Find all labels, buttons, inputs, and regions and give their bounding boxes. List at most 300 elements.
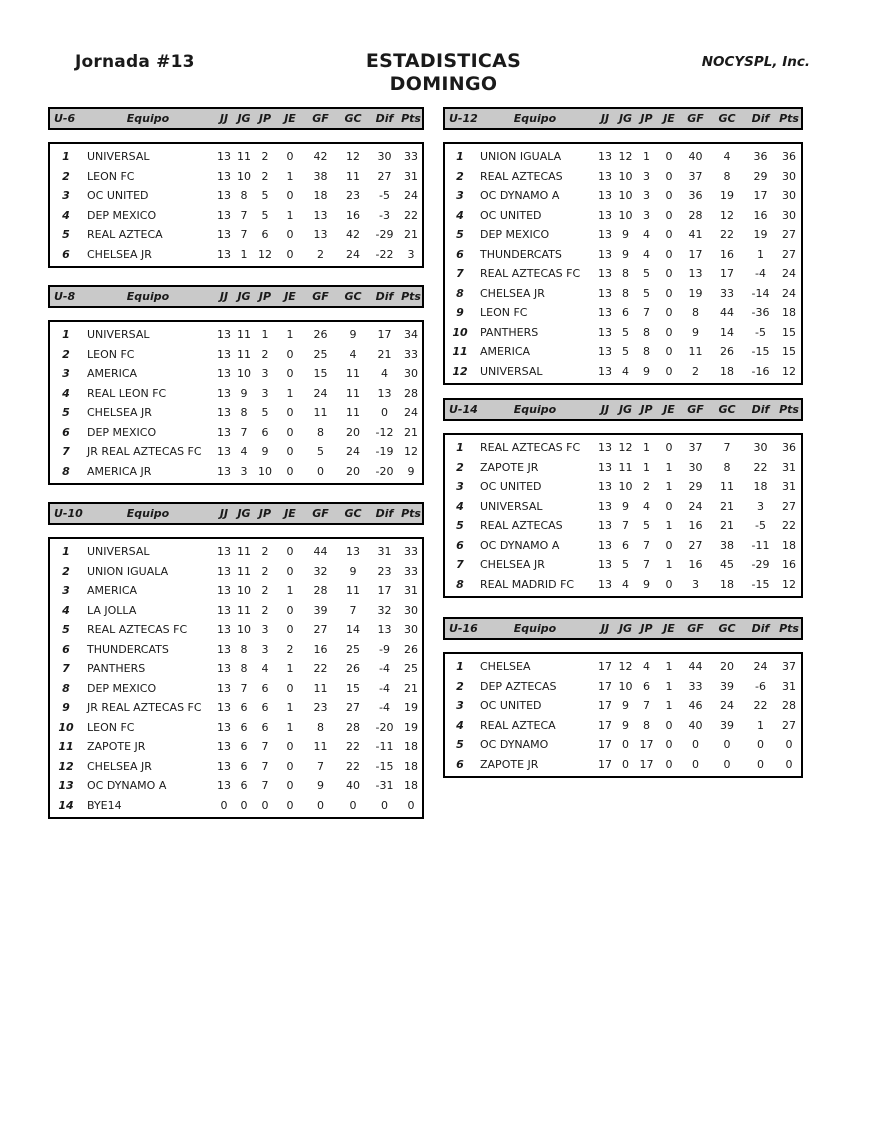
- table-row: [445, 677, 801, 697]
- stat-value: 3: [407, 247, 415, 261]
- stat-value: 13: [598, 286, 612, 300]
- stat-value: -15: [751, 345, 770, 358]
- stat-value: 7: [240, 681, 248, 695]
- stat-value: 12: [720, 208, 734, 222]
- stat-value: 11: [618, 460, 633, 474]
- stat-value: 0: [349, 798, 357, 812]
- stat-value: 1: [286, 662, 294, 675]
- stat-value: 15: [313, 367, 328, 380]
- stat-header-jj: JJ: [219, 290, 229, 303]
- stat-value: 17: [377, 328, 392, 341]
- stat-value: 0: [622, 757, 629, 771]
- team-name: CHELSEA JR: [87, 406, 152, 419]
- stat-value: 13: [217, 406, 231, 419]
- row-rank: 11: [452, 345, 468, 358]
- stat-value: 11: [237, 564, 251, 578]
- row-rank: 12: [452, 364, 468, 378]
- stat-value: 7: [261, 740, 269, 753]
- stat-value: 0: [286, 228, 294, 241]
- stat-value: 11: [346, 406, 360, 419]
- table-row: [445, 362, 801, 382]
- stat-value: 17: [639, 738, 654, 751]
- stat-value: 13: [313, 208, 328, 222]
- stat-value: -36: [751, 306, 770, 319]
- stat-value: 25: [346, 642, 360, 656]
- stat-value: 7: [240, 425, 248, 439]
- stat-value: 21: [377, 347, 392, 361]
- stat-value: 3: [261, 367, 269, 380]
- stat-value: 26: [346, 662, 360, 675]
- stat-value: 40: [346, 779, 360, 792]
- stat-value: 17: [598, 718, 612, 732]
- table-body: [443, 142, 803, 385]
- stat-value: 36: [753, 150, 768, 163]
- stat-header-gc: GC: [344, 112, 362, 125]
- stat-value: 6: [240, 701, 248, 714]
- stat-header-jp: JP: [640, 403, 653, 416]
- stat-value: 0: [665, 499, 673, 513]
- stat-value: 12: [618, 150, 633, 163]
- company-label: NOCYSPL, Inc.: [701, 54, 810, 70]
- team-name: UNIVERSAL: [87, 545, 150, 558]
- stat-value: -4: [379, 662, 390, 675]
- stat-value: -4: [379, 701, 390, 714]
- table-row: [445, 264, 801, 284]
- stat-value: 7: [643, 306, 650, 319]
- row-rank: 2: [62, 564, 70, 578]
- stat-value: 0: [381, 798, 388, 812]
- stat-value: 12: [404, 445, 418, 458]
- stat-value: 32: [377, 603, 392, 617]
- stat-value: 0: [723, 738, 731, 751]
- stat-value: 22: [346, 740, 360, 753]
- stat-value: 5: [622, 558, 629, 571]
- stat-value: 1: [643, 460, 650, 474]
- team-name: LA JOLLA: [87, 603, 137, 617]
- table-row: [50, 423, 422, 443]
- row-rank: 3: [62, 189, 70, 202]
- stat-value: 15: [346, 681, 360, 695]
- stat-value: 41: [688, 228, 703, 241]
- stat-value: 6: [261, 720, 269, 734]
- team-name: LEON FC: [480, 306, 528, 319]
- equipo-header: Equipo: [126, 507, 170, 520]
- table-row: [445, 225, 801, 245]
- stat-value: 39: [720, 718, 734, 732]
- team-name: UNION IGUALA: [87, 564, 169, 578]
- stat-value: 13: [598, 189, 612, 202]
- stat-value: 1: [665, 480, 673, 493]
- stat-value: 3: [261, 386, 269, 400]
- stat-value: 24: [753, 660, 768, 673]
- stat-header-pts: Pts: [779, 622, 799, 635]
- stat-value: 16: [688, 558, 703, 571]
- stat-value: 11: [237, 347, 251, 361]
- stat-value: 5: [622, 325, 629, 339]
- stat-value: 13: [598, 441, 612, 454]
- stat-value: 1: [665, 660, 673, 673]
- stat-header-pts: Pts: [779, 403, 799, 416]
- group-label: U-10: [54, 507, 83, 520]
- table-body: [48, 320, 424, 485]
- stat-value: 24: [688, 499, 703, 513]
- row-rank: 8: [62, 681, 70, 695]
- stat-value: 22: [313, 662, 328, 675]
- left-column: [48, 107, 424, 819]
- stat-value: 24: [404, 406, 418, 419]
- stat-value: 13: [598, 460, 612, 474]
- team-name: AMERICA: [87, 584, 138, 597]
- stat-value: 10: [618, 208, 633, 222]
- team-name: DEP MEXICO: [87, 681, 157, 695]
- stat-value: 13: [217, 169, 231, 183]
- stat-value: 8: [240, 662, 248, 675]
- row-rank: 8: [456, 577, 464, 591]
- stat-value: 16: [720, 247, 734, 261]
- stat-value: 0: [665, 267, 673, 280]
- table-body: [48, 142, 424, 268]
- row-rank: 7: [62, 445, 70, 458]
- stat-value: 39: [313, 603, 328, 617]
- team-name: DEP MEXICO: [480, 228, 550, 241]
- stat-value: 8: [643, 345, 650, 358]
- stat-value: 0: [286, 545, 294, 558]
- team-name: UNIVERSAL: [87, 328, 150, 341]
- stat-value: 5: [622, 345, 629, 358]
- stat-header-je: JE: [663, 112, 675, 125]
- row-rank: 7: [62, 662, 70, 675]
- stat-value: 1: [665, 460, 673, 474]
- stat-value: 37: [688, 441, 703, 454]
- stat-value: 13: [313, 228, 328, 241]
- table-row: [445, 657, 801, 677]
- stat-header-jp: JP: [258, 507, 272, 520]
- stat-value: 9: [643, 364, 650, 378]
- stat-value: 2: [692, 364, 699, 378]
- row-rank: 5: [62, 623, 70, 636]
- row-rank: 4: [62, 603, 70, 617]
- stat-value: 0: [220, 798, 228, 812]
- stat-value: 0: [317, 798, 324, 812]
- stat-value: 11: [720, 480, 734, 493]
- row-rank: 13: [58, 779, 74, 792]
- stat-value: 0: [665, 577, 673, 591]
- stat-value: 45: [720, 558, 734, 571]
- stat-value: 13: [217, 642, 231, 656]
- group-label: U-6: [54, 112, 76, 125]
- stat-value: 4: [643, 660, 650, 673]
- stat-header-je: JE: [663, 403, 675, 416]
- table-row: [50, 718, 422, 738]
- stat-value: 0: [286, 189, 294, 202]
- stat-value: 27: [782, 247, 796, 261]
- table-row: [445, 555, 801, 575]
- stat-value: 12: [618, 441, 633, 454]
- stat-value: 9: [317, 779, 324, 792]
- stat-value: 27: [313, 623, 328, 636]
- stat-value: 39: [720, 679, 734, 693]
- table-row: [50, 659, 422, 679]
- table-row: [50, 462, 422, 482]
- stat-value: 13: [217, 701, 231, 714]
- team-name: REAL AZTECAS FC: [480, 267, 581, 280]
- stat-value: 4: [622, 364, 629, 378]
- stat-value: 4: [240, 445, 248, 458]
- stat-value: 12: [618, 660, 633, 673]
- stat-value: 5: [261, 189, 269, 202]
- stat-value: -19: [375, 445, 394, 458]
- stat-value: 13: [377, 623, 392, 636]
- stat-value: 46: [688, 699, 703, 712]
- table-row: [445, 167, 801, 187]
- stat-value: 13: [217, 564, 231, 578]
- stat-value: 3: [643, 208, 650, 222]
- stat-header-gc: GC: [344, 290, 362, 303]
- stat-value: 1: [240, 247, 248, 261]
- stat-value: 17: [598, 738, 612, 751]
- stat-value: 1: [665, 519, 673, 532]
- stat-value: 8: [240, 189, 248, 202]
- table-row: [445, 323, 801, 343]
- team-name: LEON FC: [87, 347, 135, 361]
- right-column: [443, 107, 803, 778]
- team-name: CHELSEA: [480, 660, 531, 673]
- stat-value: -12: [375, 425, 394, 439]
- stat-value: -4: [379, 681, 390, 695]
- stat-value: 9: [622, 499, 629, 513]
- stat-value: 10: [618, 480, 633, 493]
- stat-value: 6: [240, 740, 248, 753]
- row-rank: 2: [456, 460, 464, 474]
- stat-value: 0: [286, 603, 294, 617]
- equipo-header: Equipo: [513, 622, 557, 635]
- stat-value: 7: [643, 538, 650, 552]
- stat-value: 0: [665, 757, 673, 771]
- stat-value: 13: [598, 499, 612, 513]
- stat-value: 25: [404, 662, 418, 675]
- row-rank: 8: [456, 286, 464, 300]
- row-rank: 1: [456, 441, 464, 454]
- stat-value: 27: [377, 169, 392, 183]
- stat-value: -11: [751, 538, 770, 552]
- table-row: [445, 497, 801, 517]
- table-row: [445, 186, 801, 206]
- table-row: [50, 679, 422, 699]
- stat-value: -6: [755, 679, 766, 693]
- stat-value: 14: [720, 325, 734, 339]
- stat-value: 8: [622, 267, 629, 280]
- stat-value: 0: [692, 757, 699, 771]
- team-name: AMERICA: [87, 367, 138, 380]
- stat-value: 21: [404, 681, 418, 695]
- table-row: [445, 147, 801, 167]
- stat-header-jg: JG: [237, 507, 251, 520]
- stat-value: 0: [757, 757, 764, 771]
- stat-value: 0: [665, 169, 673, 183]
- team-name: AMERICA JR: [87, 464, 152, 478]
- stat-value: 13: [217, 347, 231, 361]
- stat-value: 7: [723, 441, 731, 454]
- league-table-u16: [443, 617, 803, 778]
- stat-value: 21: [404, 425, 418, 439]
- table-row: [50, 640, 422, 660]
- stat-value: 30: [404, 367, 418, 380]
- stat-value: 3: [261, 642, 269, 656]
- stat-header-jp: JP: [640, 622, 653, 635]
- table-row: [50, 562, 422, 582]
- stat-value: 24: [782, 267, 796, 280]
- table-header-bar: [48, 107, 424, 130]
- stat-value: 17: [688, 247, 703, 261]
- row-rank: 4: [456, 208, 464, 222]
- table-body: [443, 433, 803, 598]
- stat-value: 13: [217, 662, 231, 675]
- stat-value: 8: [643, 718, 650, 732]
- stat-value: 31: [377, 545, 392, 558]
- stat-value: 1: [286, 584, 294, 597]
- stat-value: 3: [240, 464, 248, 478]
- stat-header-jj: JJ: [600, 622, 610, 635]
- stat-value: 2: [317, 247, 324, 261]
- stat-value: 40: [688, 718, 703, 732]
- stat-header-gf: GF: [687, 622, 704, 635]
- table-row: [445, 735, 801, 755]
- stat-value: 7: [261, 759, 269, 773]
- table-row: [50, 698, 422, 718]
- stat-value: 33: [404, 347, 418, 361]
- stat-value: 16: [313, 642, 328, 656]
- stat-value: 18: [404, 740, 418, 753]
- stat-value: 0: [665, 247, 673, 261]
- stat-value: 33: [404, 150, 418, 163]
- stat-value: 11: [237, 545, 251, 558]
- table-row: [50, 737, 422, 757]
- stat-value: 7: [349, 603, 357, 617]
- stat-value: 13: [598, 577, 612, 591]
- stat-header-gf: GF: [687, 403, 704, 416]
- stat-header-jp: JP: [640, 112, 653, 125]
- stat-value: 13: [217, 386, 231, 400]
- stat-value: 0: [665, 441, 673, 454]
- team-name: DEP MEXICO: [87, 208, 157, 222]
- team-name: REAL AZTECAS FC: [480, 441, 581, 454]
- stat-value: 13: [598, 558, 612, 571]
- stat-value: 1: [665, 679, 673, 693]
- stat-value: 0: [286, 798, 294, 812]
- stat-value: 0: [723, 757, 731, 771]
- stat-value: 13: [346, 545, 360, 558]
- table-row: [445, 206, 801, 226]
- stat-value: 7: [240, 228, 248, 241]
- stat-value: 23: [377, 564, 392, 578]
- stat-value: 13: [217, 759, 231, 773]
- stat-value: 0: [622, 738, 629, 751]
- row-rank: 1: [62, 545, 70, 558]
- table-header-bar: [443, 398, 803, 421]
- team-name: REAL MADRID FC: [480, 577, 575, 591]
- stat-value: 13: [217, 720, 231, 734]
- stat-header-gc: GC: [344, 507, 362, 520]
- team-name: UNIVERSAL: [480, 499, 543, 513]
- stat-value: 13: [217, 208, 231, 222]
- stat-header-jp: JP: [258, 290, 272, 303]
- stat-value: 0: [665, 208, 673, 222]
- stat-value: 13: [217, 247, 231, 261]
- stat-value: 9: [622, 247, 629, 261]
- stat-value: 42: [313, 150, 328, 163]
- group-label: U-8: [54, 290, 76, 303]
- stat-value: 7: [261, 779, 269, 792]
- stat-value: 0: [665, 306, 673, 319]
- stat-value: 0: [286, 247, 294, 261]
- row-rank: 2: [62, 169, 70, 183]
- stat-value: 24: [313, 386, 328, 400]
- team-name: OC UNITED: [480, 208, 542, 222]
- stat-value: 17: [598, 660, 612, 673]
- team-name: PANTHERS: [87, 662, 146, 675]
- stat-value: 0: [665, 718, 673, 732]
- team-name: OC DYNAMO: [480, 738, 549, 751]
- stat-value: 40: [688, 150, 703, 163]
- table-row: [445, 716, 801, 736]
- stat-header-je: JE: [284, 112, 296, 125]
- stat-value: -15: [751, 577, 770, 591]
- team-name: LEON FC: [87, 720, 135, 734]
- stat-header-dif: Dif: [751, 403, 770, 416]
- stat-value: 0: [317, 464, 324, 478]
- stat-value: 0: [665, 538, 673, 552]
- stat-header-je: JE: [663, 622, 675, 635]
- team-name: ZAPOTE JR: [87, 740, 146, 753]
- stat-header-je: JE: [284, 507, 296, 520]
- stat-value: 18: [313, 189, 328, 202]
- stat-value: 16: [346, 208, 360, 222]
- stat-value: 9: [407, 464, 415, 478]
- row-rank: 10: [452, 325, 468, 339]
- stat-value: 13: [598, 519, 612, 532]
- stat-value: 22: [404, 208, 418, 222]
- row-rank: 2: [456, 169, 464, 183]
- stat-value: 18: [720, 577, 734, 591]
- team-name: UNIVERSAL: [480, 364, 543, 378]
- stat-header-jg: JG: [618, 622, 633, 635]
- team-name: JR REAL AZTECAS FC: [87, 445, 202, 458]
- table-row: [50, 384, 422, 404]
- stat-value: 13: [598, 228, 612, 241]
- stat-value: 13: [598, 480, 612, 493]
- stat-value: 18: [404, 779, 418, 792]
- group-label: U-14: [449, 403, 478, 416]
- team-name: UNION IGUALA: [480, 150, 562, 163]
- row-rank: 5: [456, 519, 464, 532]
- team-name: OC UNITED: [480, 480, 542, 493]
- stat-value: 0: [665, 325, 673, 339]
- stat-value: 4: [643, 499, 650, 513]
- stat-value: 17: [639, 757, 654, 771]
- stat-value: 24: [346, 445, 360, 458]
- table-row: [445, 575, 801, 595]
- team-name: UNIVERSAL: [87, 150, 150, 163]
- team-name: REAL AZTECAS FC: [87, 623, 188, 636]
- table-row: [50, 601, 422, 621]
- team-name: ZAPOTE JR: [480, 757, 539, 771]
- stat-value: 6: [261, 701, 269, 714]
- table-row: [445, 245, 801, 265]
- stat-value: 33: [688, 679, 703, 693]
- stat-value: 0: [757, 738, 764, 751]
- stat-value: 12: [782, 364, 796, 378]
- stat-value: 11: [346, 169, 360, 183]
